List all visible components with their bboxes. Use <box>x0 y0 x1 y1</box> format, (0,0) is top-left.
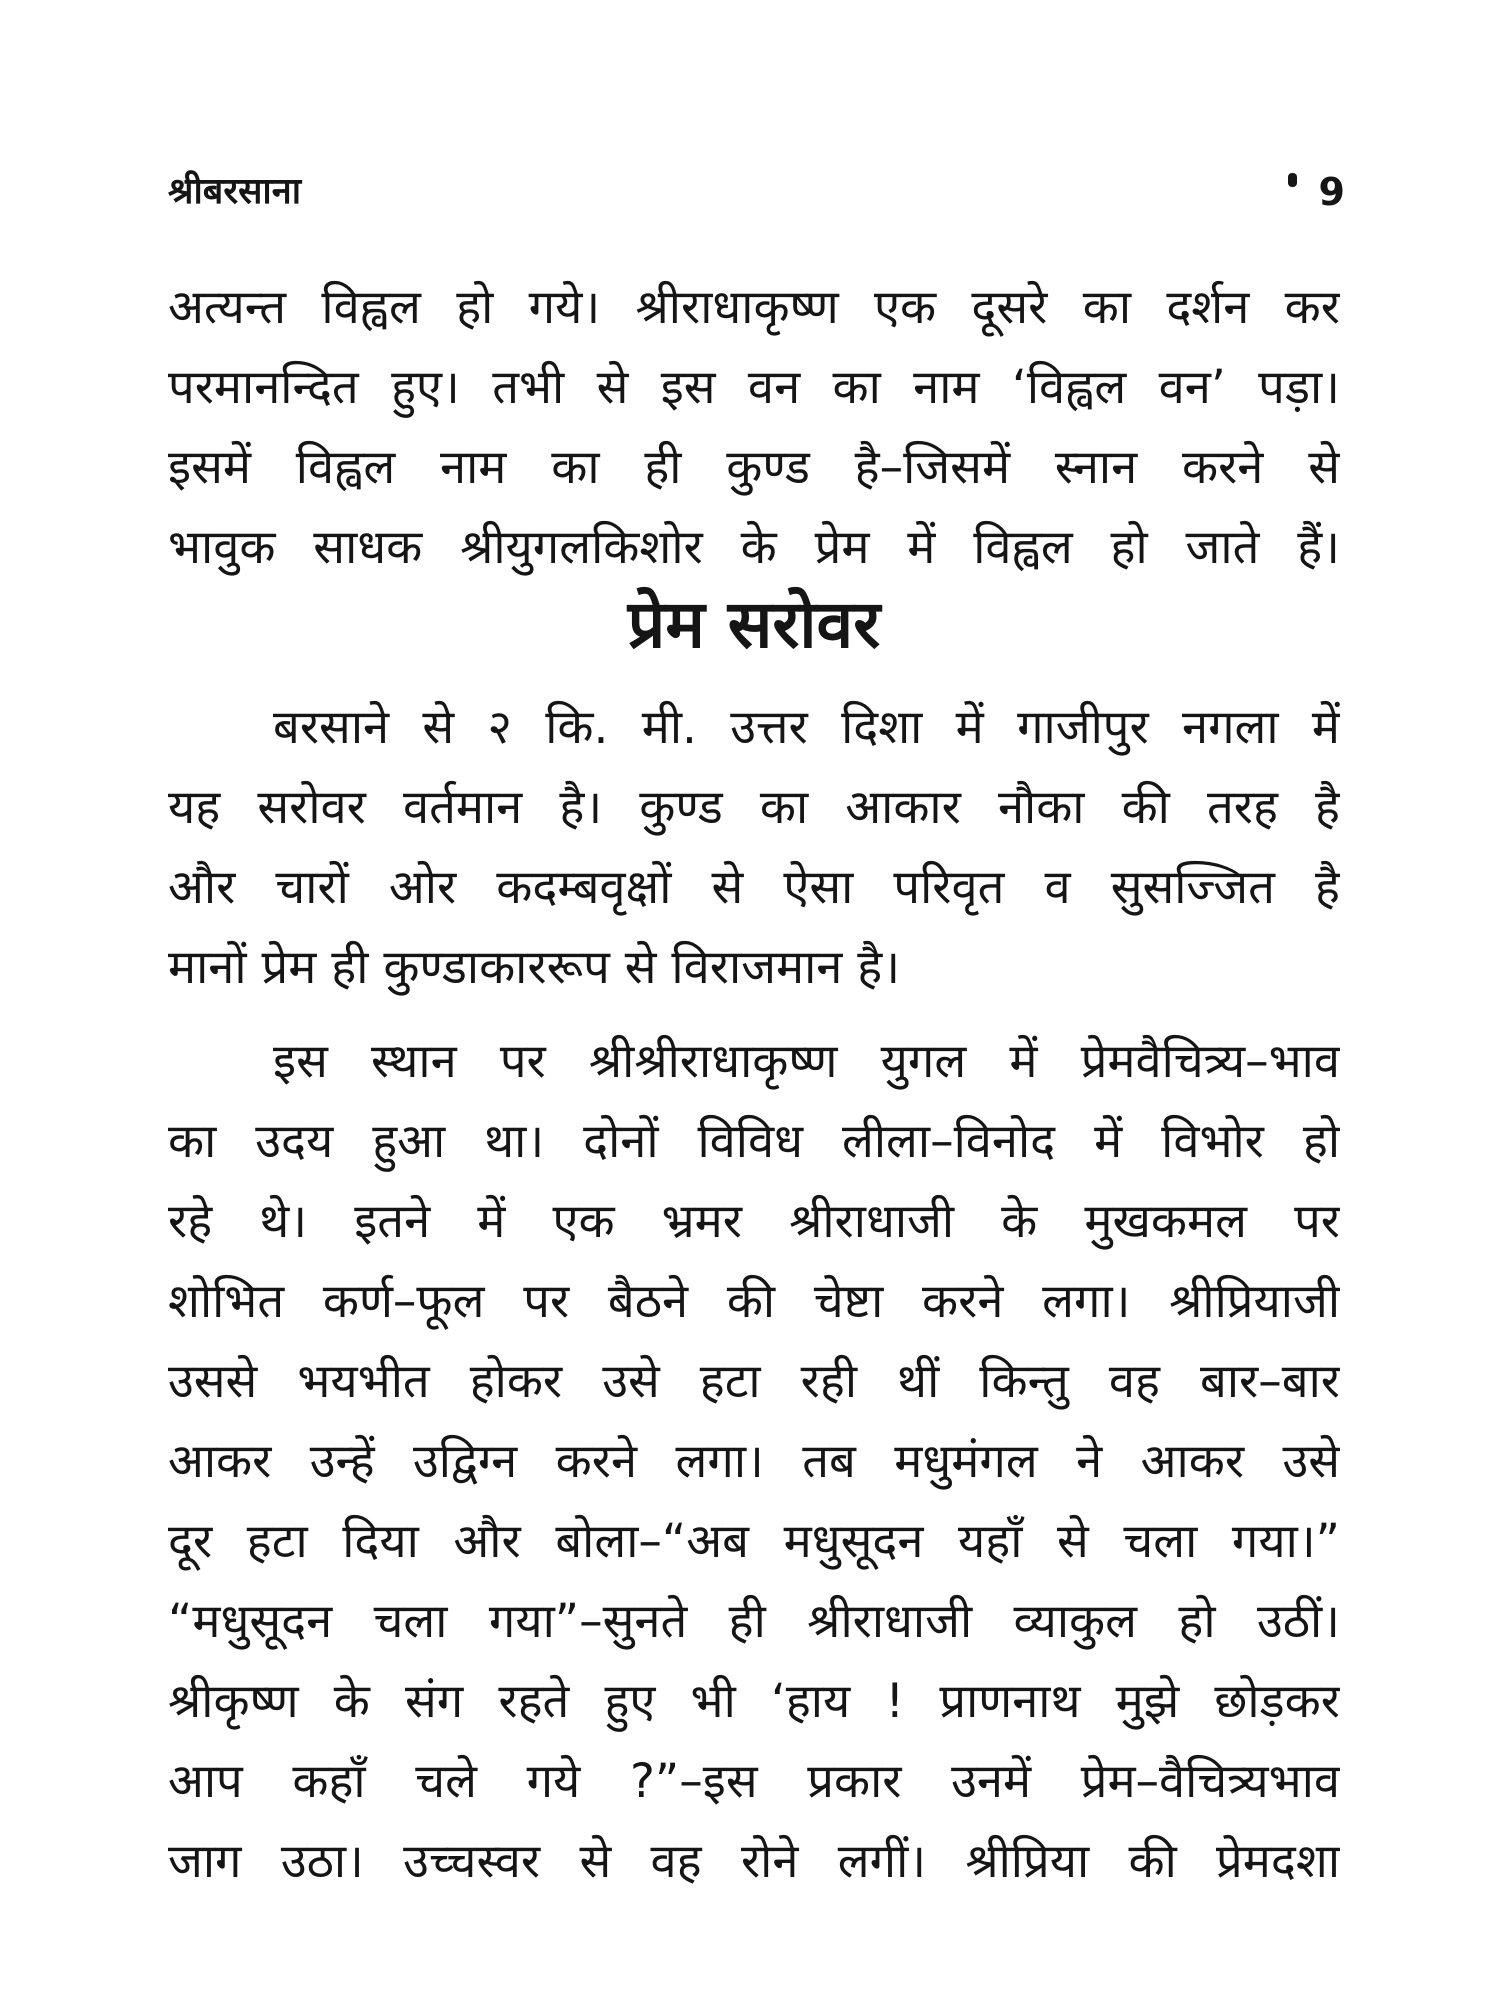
page-number-value: 9 <box>1318 170 1345 214</box>
para3-line-9: श्रीकृष्ण के संग रहते हुए भी ‘हाय ! प्राणनाथ मुझे छोड़कर <box>168 1674 1340 1729</box>
para1-line-1: अत्यन्त विह्वल हो गये। श्रीराधाकृष्ण एक दूसरे का दर्शन कर <box>168 280 1340 335</box>
para2-line-2: यह सरोवर वर्तमान है। कुण्ड का आकार नौका की तरह है <box>168 780 1340 835</box>
para3-line-7: दूर हटा दिया और बोला–“अब मधुसूदन यहाँ से चला गया।” <box>168 1514 1340 1569</box>
para2-line-3: और चारों ओर कदम्बवृक्षों से ऐसा परिवृत व सुसज्जित है <box>168 860 1340 915</box>
para3-line-10: आप कहाँ चले गये ?”–इस प्रकार उनमें प्रेम–वैचित्र्यभाव <box>168 1754 1340 1809</box>
para3-line-11: जाग उठा। उच्चस्वर से वह रोने लगीं। श्रीप्रिया की प्रेमदशा <box>168 1834 1340 1889</box>
para2-line-1: बरसाने से २ कि. मी. उत्तर दिशा में गाजीपुर नगला में <box>273 700 1340 755</box>
para3-line-5: उससे भयभीत होकर उसे हटा रही थीं किन्तु वह बार–बार <box>168 1354 1340 1409</box>
para1-line-3: इसमें विह्वल नाम का ही कुण्ड है–जिसमें स्नान करने से <box>168 440 1340 495</box>
para3-line-8: “मधुसूदन चला गया”–सुनते ही श्रीराधाजी व्याकुल हो उठीं। <box>168 1594 1340 1649</box>
section-heading: प्रेम सरोवर <box>627 586 881 663</box>
para2-line-4: मानों प्रेम ही कुण्डाकाररूप से विराजमान है। <box>168 940 901 995</box>
para1-line-2: परमानन्दित हुए। तभी से इस वन का नाम ‘विह्वल वन’ पड़ा। <box>168 360 1340 415</box>
para3-line-6: आकर उन्हें उद्विग्न करने लगा। तब मधुमंगल ने आकर उसे <box>168 1434 1340 1489</box>
para3-line-4: शोभित कर्ण–फूल पर बैठने की चेष्टा करने लगा। श्रीप्रियाजी <box>168 1274 1340 1329</box>
para1-line-4: भावुक साधक श्रीयुगलकिशोर के प्रेम में विह्वल हो जाते हैं। <box>168 520 1340 575</box>
bullet-dot-icon <box>1288 173 1297 187</box>
running-head-title: श्रीबरसाना <box>168 171 302 212</box>
para3-line-2: का उदय हुआ था। दोनों विविध लीला–विनोद में विभोर हो <box>168 1114 1340 1169</box>
para3-line-3: रहे थे। इतने में एक भ्रमर श्रीराधाजी के मुखकमल पर <box>168 1194 1340 1249</box>
page-number <box>1288 168 1345 216</box>
para3-line-1: इस स्थान पर श्रीश्रीराधाकृष्ण युगल में प्रेमवैचित्र्य–भाव <box>273 1034 1340 1089</box>
